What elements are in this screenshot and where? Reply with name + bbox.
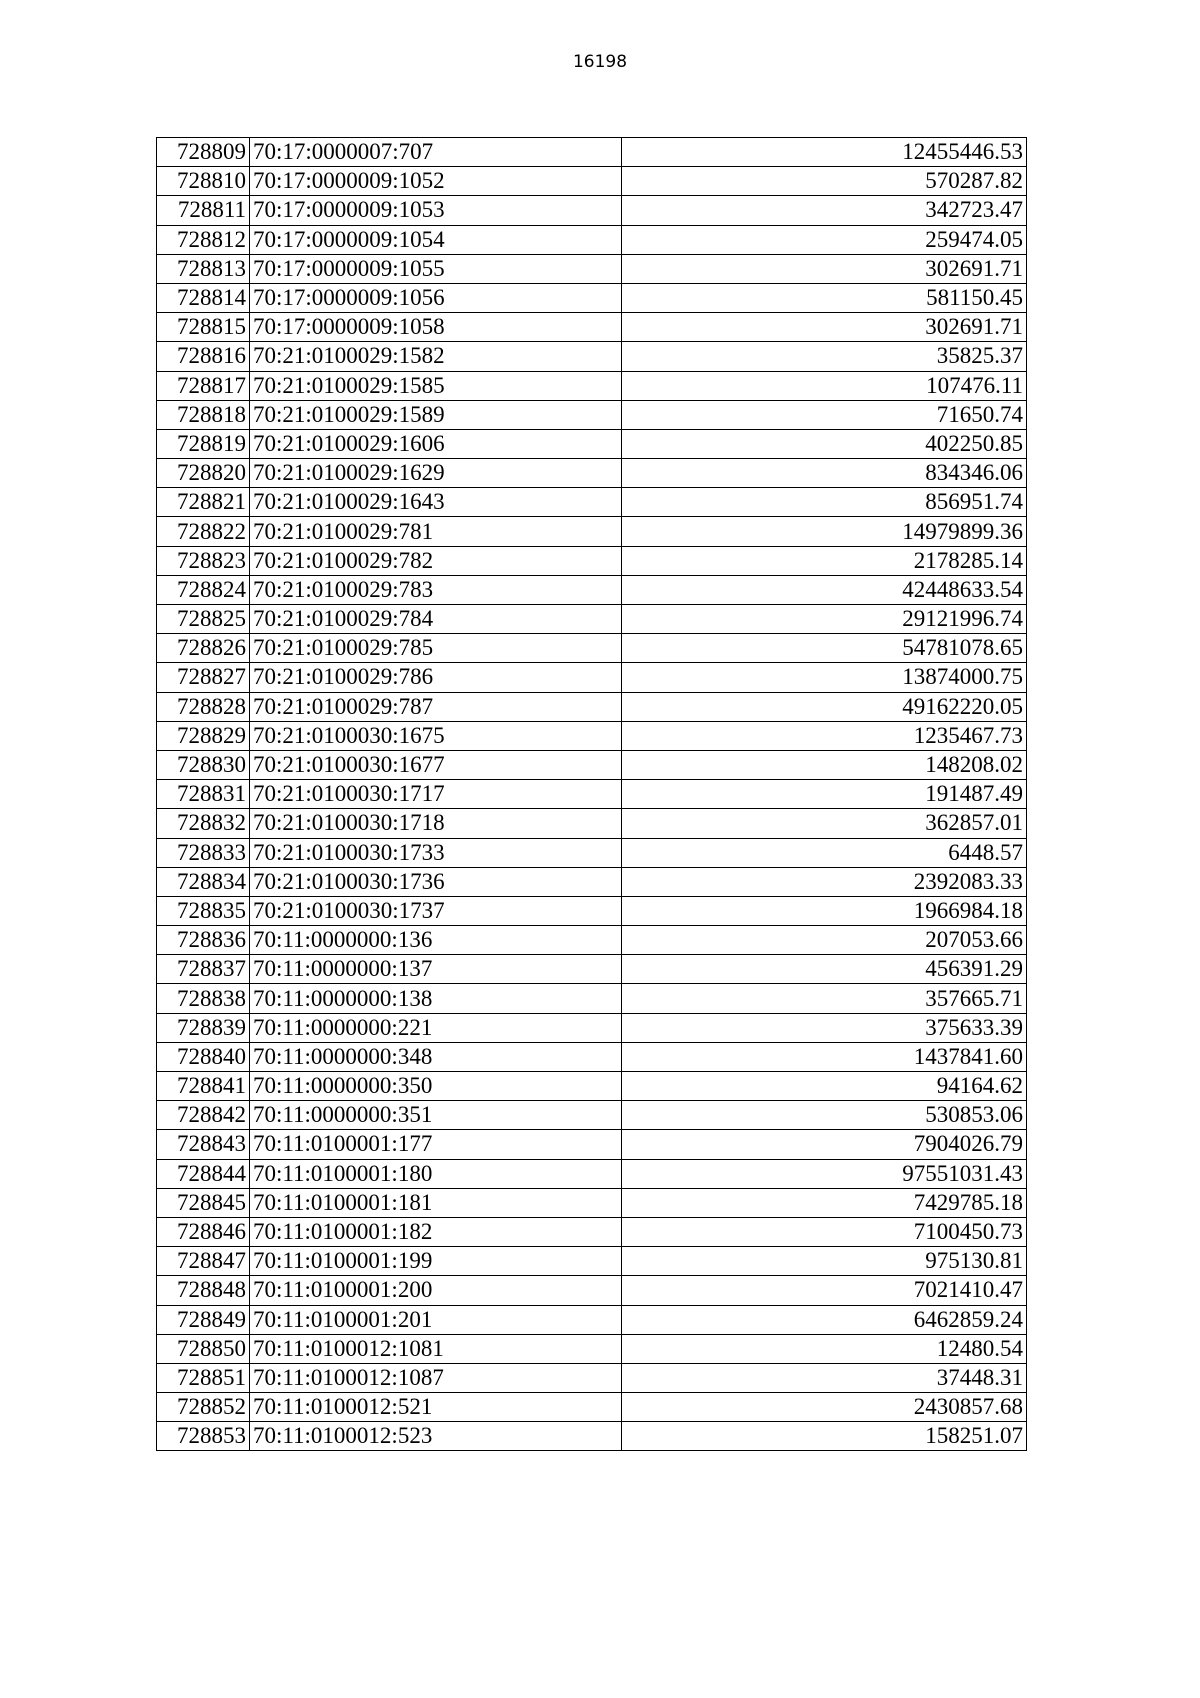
cadastral-value-cell: 7021410.47	[622, 1276, 1027, 1305]
row-number-cell: 728849	[157, 1305, 250, 1334]
cadastral-value-cell: 302691.71	[622, 313, 1027, 342]
row-number-cell: 728852	[157, 1393, 250, 1422]
cadastral-value-table	[156, 137, 1027, 1451]
row-number-cell: 728822	[157, 517, 250, 546]
table-row	[157, 1334, 1027, 1363]
cadastral-number-cell: 70:21:0100030:1733	[250, 838, 622, 867]
cadastral-value-cell: 207053.66	[622, 926, 1027, 955]
cadastral-value-cell: 6448.57	[622, 838, 1027, 867]
row-number-cell: 728833	[157, 838, 250, 867]
cadastral-number-cell: 70:17:0000009:1053	[250, 196, 622, 225]
cadastral-value-cell: 94164.62	[622, 1072, 1027, 1101]
row-number-cell: 728824	[157, 575, 250, 604]
table-row	[157, 1363, 1027, 1392]
row-number-cell: 728838	[157, 984, 250, 1013]
table-row	[157, 634, 1027, 663]
row-number-cell: 728843	[157, 1130, 250, 1159]
cadastral-number-cell: 70:21:0100029:1643	[250, 488, 622, 517]
cadastral-number-cell: 70:11:0100001:200	[250, 1276, 622, 1305]
cadastral-number-cell: 70:11:0000000:221	[250, 1013, 622, 1042]
table-row	[157, 254, 1027, 283]
cadastral-number-cell: 70:21:0100029:1606	[250, 429, 622, 458]
cadastral-value-cell: 1437841.60	[622, 1042, 1027, 1071]
cadastral-number-cell: 70:21:0100029:781	[250, 517, 622, 546]
cadastral-value-cell: 375633.39	[622, 1013, 1027, 1042]
row-number-cell: 728842	[157, 1101, 250, 1130]
table-row	[157, 1393, 1027, 1422]
table-row	[157, 809, 1027, 838]
cadastral-value-cell: 581150.45	[622, 283, 1027, 312]
row-number-cell: 728811	[157, 196, 250, 225]
row-number-cell: 728840	[157, 1042, 250, 1071]
cadastral-value-cell: 1966984.18	[622, 896, 1027, 925]
cadastral-number-cell: 70:11:0100001:182	[250, 1217, 622, 1246]
row-number-cell: 728835	[157, 896, 250, 925]
table-row	[157, 1247, 1027, 1276]
table-body	[157, 138, 1027, 1451]
cadastral-number-cell: 70:11:0100001:199	[250, 1247, 622, 1276]
row-number-cell: 728830	[157, 750, 250, 779]
row-number-cell: 728837	[157, 955, 250, 984]
row-number-cell: 728834	[157, 867, 250, 896]
table-row	[157, 400, 1027, 429]
cadastral-value-cell: 570287.82	[622, 167, 1027, 196]
row-number-cell: 728839	[157, 1013, 250, 1042]
cadastral-value-cell: 12455446.53	[622, 138, 1027, 167]
table-row	[157, 429, 1027, 458]
table-row	[157, 517, 1027, 546]
row-number-cell: 728829	[157, 721, 250, 750]
cadastral-value-cell: 342723.47	[622, 196, 1027, 225]
cadastral-number-cell: 70:17:0000009:1054	[250, 225, 622, 254]
table-row	[157, 663, 1027, 692]
row-number-cell: 728819	[157, 429, 250, 458]
row-number-cell: 728820	[157, 459, 250, 488]
table-row	[157, 896, 1027, 925]
cadastral-number-cell: 70:21:0100029:1585	[250, 371, 622, 400]
cadastral-number-cell: 70:21:0100030:1737	[250, 896, 622, 925]
cadastral-value-cell: 158251.07	[622, 1422, 1027, 1451]
cadastral-value-cell: 37448.31	[622, 1363, 1027, 1392]
cadastral-number-cell: 70:11:0100012:523	[250, 1422, 622, 1451]
cadastral-number-cell: 70:11:0100001:181	[250, 1188, 622, 1217]
cadastral-value-cell: 2392083.33	[622, 867, 1027, 896]
row-number-cell: 728853	[157, 1422, 250, 1451]
row-number-cell: 728825	[157, 605, 250, 634]
cadastral-number-cell: 70:11:0100012:1087	[250, 1363, 622, 1392]
cadastral-value-cell: 834346.06	[622, 459, 1027, 488]
row-number-cell: 728816	[157, 342, 250, 371]
cadastral-number-cell: 70:11:0100001:201	[250, 1305, 622, 1334]
table-row	[157, 1305, 1027, 1334]
table-row	[157, 1159, 1027, 1188]
cadastral-number-cell: 70:11:0100012:1081	[250, 1334, 622, 1363]
cadastral-number-cell: 70:21:0100029:783	[250, 575, 622, 604]
table-row	[157, 780, 1027, 809]
cadastral-value-cell: 456391.29	[622, 955, 1027, 984]
row-number-cell: 728841	[157, 1072, 250, 1101]
row-number-cell: 728809	[157, 138, 250, 167]
cadastral-number-cell: 70:21:0100030:1736	[250, 867, 622, 896]
row-number-cell: 728846	[157, 1217, 250, 1246]
cadastral-value-cell: 42448633.54	[622, 575, 1027, 604]
cadastral-value-cell: 856951.74	[622, 488, 1027, 517]
table-row	[157, 955, 1027, 984]
cadastral-number-cell: 70:21:0100030:1717	[250, 780, 622, 809]
cadastral-number-cell: 70:11:0000000:136	[250, 926, 622, 955]
table-row	[157, 225, 1027, 254]
table-row	[157, 167, 1027, 196]
table-row	[157, 138, 1027, 167]
cadastral-number-cell: 70:21:0100029:1629	[250, 459, 622, 488]
row-number-cell: 728848	[157, 1276, 250, 1305]
cadastral-value-cell: 975130.81	[622, 1247, 1027, 1276]
row-number-cell: 728828	[157, 692, 250, 721]
cadastral-number-cell: 70:17:0000007:707	[250, 138, 622, 167]
cadastral-value-cell: 259474.05	[622, 225, 1027, 254]
cadastral-number-cell: 70:17:0000009:1055	[250, 254, 622, 283]
cadastral-value-cell: 54781078.65	[622, 634, 1027, 663]
table-row	[157, 1130, 1027, 1159]
cadastral-value-cell: 49162220.05	[622, 692, 1027, 721]
cadastral-value-cell: 6462859.24	[622, 1305, 1027, 1334]
row-number-cell: 728826	[157, 634, 250, 663]
row-number-cell: 728821	[157, 488, 250, 517]
cadastral-number-cell: 70:21:0100029:786	[250, 663, 622, 692]
table-row	[157, 371, 1027, 400]
table-row	[157, 283, 1027, 312]
table-row	[157, 1188, 1027, 1217]
cadastral-number-cell: 70:11:0100001:177	[250, 1130, 622, 1159]
cadastral-value-cell: 148208.02	[622, 750, 1027, 779]
table-row	[157, 984, 1027, 1013]
table-row	[157, 546, 1027, 575]
table-row	[157, 721, 1027, 750]
cadastral-value-cell: 402250.85	[622, 429, 1027, 458]
cadastral-value-cell: 191487.49	[622, 780, 1027, 809]
cadastral-number-cell: 70:11:0000000:348	[250, 1042, 622, 1071]
table-row	[157, 838, 1027, 867]
cadastral-value-cell: 7904026.79	[622, 1130, 1027, 1159]
cadastral-value-cell: 7429785.18	[622, 1188, 1027, 1217]
row-number-cell: 728817	[157, 371, 250, 400]
cadastral-value-cell: 107476.11	[622, 371, 1027, 400]
cadastral-value-cell: 2430857.68	[622, 1393, 1027, 1422]
row-number-cell: 728812	[157, 225, 250, 254]
table-row	[157, 459, 1027, 488]
cadastral-number-cell: 70:21:0100029:782	[250, 546, 622, 575]
cadastral-value-cell: 14979899.36	[622, 517, 1027, 546]
row-number-cell: 728847	[157, 1247, 250, 1276]
cadastral-value-cell: 302691.71	[622, 254, 1027, 283]
table-row	[157, 1042, 1027, 1071]
table-row	[157, 488, 1027, 517]
table-row	[157, 1101, 1027, 1130]
cadastral-value-cell: 1235467.73	[622, 721, 1027, 750]
cadastral-value-cell: 362857.01	[622, 809, 1027, 838]
cadastral-value-cell: 13874000.75	[622, 663, 1027, 692]
row-number-cell: 728836	[157, 926, 250, 955]
cadastral-number-cell: 70:21:0100029:1582	[250, 342, 622, 371]
cadastral-value-cell: 12480.54	[622, 1334, 1027, 1363]
cadastral-number-cell: 70:11:0100012:521	[250, 1393, 622, 1422]
row-number-cell: 728823	[157, 546, 250, 575]
cadastral-value-cell: 71650.74	[622, 400, 1027, 429]
table-row	[157, 1072, 1027, 1101]
table-row	[157, 867, 1027, 896]
table-row	[157, 196, 1027, 225]
row-number-cell: 728810	[157, 167, 250, 196]
cadastral-value-cell: 357665.71	[622, 984, 1027, 1013]
row-number-cell: 728827	[157, 663, 250, 692]
cadastral-number-cell: 70:21:0100030:1675	[250, 721, 622, 750]
row-number-cell: 728845	[157, 1188, 250, 1217]
cadastral-number-cell: 70:21:0100029:787	[250, 692, 622, 721]
table-row	[157, 1013, 1027, 1042]
cadastral-value-cell: 29121996.74	[622, 605, 1027, 634]
cadastral-value-cell: 7100450.73	[622, 1217, 1027, 1246]
cadastral-value-cell: 35825.37	[622, 342, 1027, 371]
row-number-cell: 728844	[157, 1159, 250, 1188]
table-row	[157, 575, 1027, 604]
cadastral-value-cell: 97551031.43	[622, 1159, 1027, 1188]
cadastral-number-cell: 70:17:0000009:1052	[250, 167, 622, 196]
table-row	[157, 605, 1027, 634]
table-row	[157, 313, 1027, 342]
row-number-cell: 728851	[157, 1363, 250, 1392]
table-row	[157, 750, 1027, 779]
row-number-cell: 728818	[157, 400, 250, 429]
cadastral-number-cell: 70:11:0100001:180	[250, 1159, 622, 1188]
row-number-cell: 728832	[157, 809, 250, 838]
cadastral-number-cell: 70:21:0100029:785	[250, 634, 622, 663]
row-number-cell: 728813	[157, 254, 250, 283]
table-row	[157, 926, 1027, 955]
row-number-cell: 728831	[157, 780, 250, 809]
cadastral-number-cell: 70:21:0100030:1677	[250, 750, 622, 779]
cadastral-value-cell: 2178285.14	[622, 546, 1027, 575]
row-number-cell: 728815	[157, 313, 250, 342]
cadastral-number-cell: 70:11:0000000:138	[250, 984, 622, 1013]
cadastral-number-cell: 70:11:0000000:137	[250, 955, 622, 984]
cadastral-value-cell: 530853.06	[622, 1101, 1027, 1130]
cadastral-number-cell: 70:21:0100029:784	[250, 605, 622, 634]
cadastral-number-cell: 70:17:0000009:1058	[250, 313, 622, 342]
cadastral-number-cell: 70:11:0000000:350	[250, 1072, 622, 1101]
table-row	[157, 692, 1027, 721]
cadastral-number-cell: 70:17:0000009:1056	[250, 283, 622, 312]
row-number-cell: 728850	[157, 1334, 250, 1363]
row-number-cell: 728814	[157, 283, 250, 312]
table-row	[157, 1276, 1027, 1305]
cadastral-number-cell: 70:11:0000000:351	[250, 1101, 622, 1130]
table-row	[157, 1422, 1027, 1451]
table-row	[157, 342, 1027, 371]
page-number: 16198	[572, 52, 628, 72]
table-row	[157, 1217, 1027, 1246]
cadastral-number-cell: 70:21:0100029:1589	[250, 400, 622, 429]
cadastral-number-cell: 70:21:0100030:1718	[250, 809, 622, 838]
